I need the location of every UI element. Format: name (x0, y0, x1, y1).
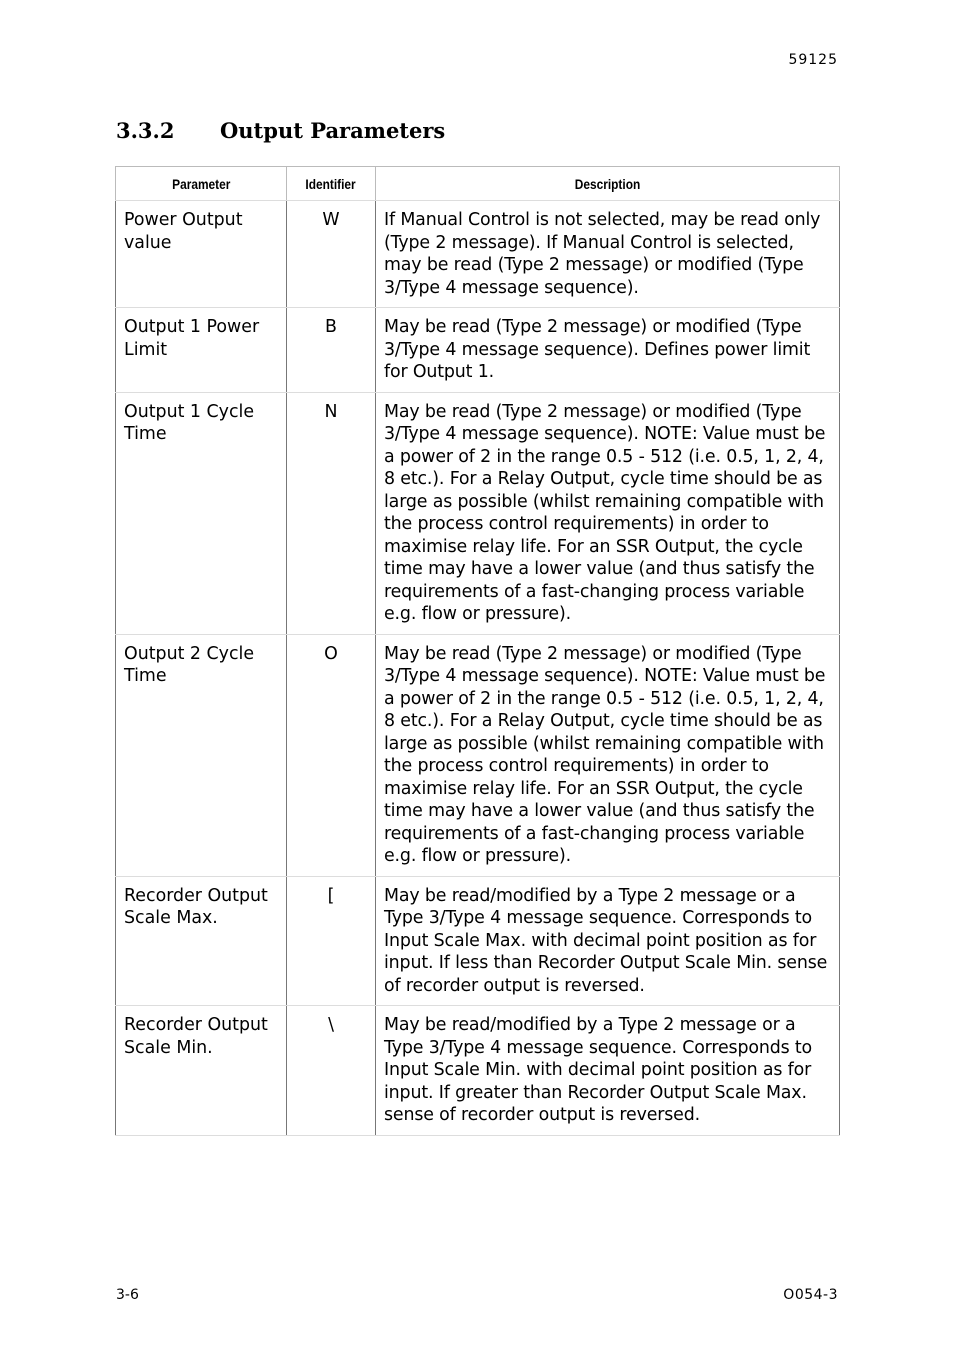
parameter-cell: Power Output value (116, 201, 287, 308)
section-title: Output Parameters (220, 118, 446, 143)
output-parameters-table (115, 166, 840, 1136)
parameter-cell: Recorder Output Scale Max. (116, 876, 287, 1006)
table-row (116, 308, 840, 393)
table-row (116, 201, 840, 308)
column-header-identifier: Identifier (287, 167, 376, 201)
footer-code: O054-3 (783, 1287, 838, 1303)
section-number: 3.3.2 (116, 118, 175, 143)
column-header-parameter: Parameter (116, 167, 287, 201)
parameter-cell: Output 1 Power Limit (116, 308, 287, 393)
description-cell: May be read/modified by a Type 2 message or a Type 3/Type 4 message sequence. Corresponds to Input Scale Min. with decimal point position as for input. If greater than Recorder Output Scale Max. sense of recorder output is reversed. (376, 1006, 840, 1136)
parameter-cell: Output 2 Cycle Time (116, 634, 287, 876)
table-row (116, 392, 840, 634)
table-row (116, 634, 840, 876)
table-row (116, 1006, 840, 1136)
identifier-cell: [ (287, 876, 376, 1006)
identifier-cell: W (287, 201, 376, 308)
identifier-cell: O (287, 634, 376, 876)
description-cell: May be read (Type 2 message) or modified (Type 3/Type 4 message sequence). Defines power limit for Output 1. (376, 308, 840, 393)
page-number: 3-6 (116, 1287, 139, 1303)
section-heading (116, 118, 445, 143)
identifier-cell: B (287, 308, 376, 393)
document-code: 59125 (788, 52, 838, 68)
identifier-cell: \ (287, 1006, 376, 1136)
parameter-cell: Recorder Output Scale Min. (116, 1006, 287, 1136)
identifier-cell: N (287, 392, 376, 634)
description-cell: If Manual Control is not selected, may be read only (Type 2 message). If Manual Control is selected, may be read (Type 2 message) or modified (Type 3/Type 4 message sequence). (376, 201, 840, 308)
description-cell: May be read/modified by a Type 2 message or a Type 3/Type 4 message sequence. Corresponds to Input Scale Max. with decimal point position as for input. If less than Recorder Output Scale Min. sense of recorder output is reversed. (376, 876, 840, 1006)
description-cell: May be read (Type 2 message) or modified (Type 3/Type 4 message sequence). NOTE: Value must be a power of 2 in the range 0.5 - 512 (i.e. 0.5, 1, 2, 4, 8 etc.). For a Relay Output, cycle time should be as large as possible (whilst remaining compatible with the process control requirements) in order to maximise relay life. For an SSR Output, the cycle time may have a lower value (and thus satisfy the requirements of a fast-changing process variable e.g. flow or pressure). (376, 634, 840, 876)
table-row (116, 876, 840, 1006)
column-header-description: Description (376, 167, 840, 201)
description-cell: May be read (Type 2 message) or modified (Type 3/Type 4 message sequence). NOTE: Value must be a power of 2 in the range 0.5 - 512 (i.e. 0.5, 1, 2, 4, 8 etc.). For a Relay Output, cycle time should be as large as possible (whilst remaining compatible with the process control requirements) in order to maximise relay life. For an SSR Output, the cycle time may have a lower value (and thus satisfy the requirements of a fast-changing process variable e.g. flow or pressure). (376, 392, 840, 634)
table-header-row (116, 167, 840, 201)
parameter-cell: Output 1 Cycle Time (116, 392, 287, 634)
